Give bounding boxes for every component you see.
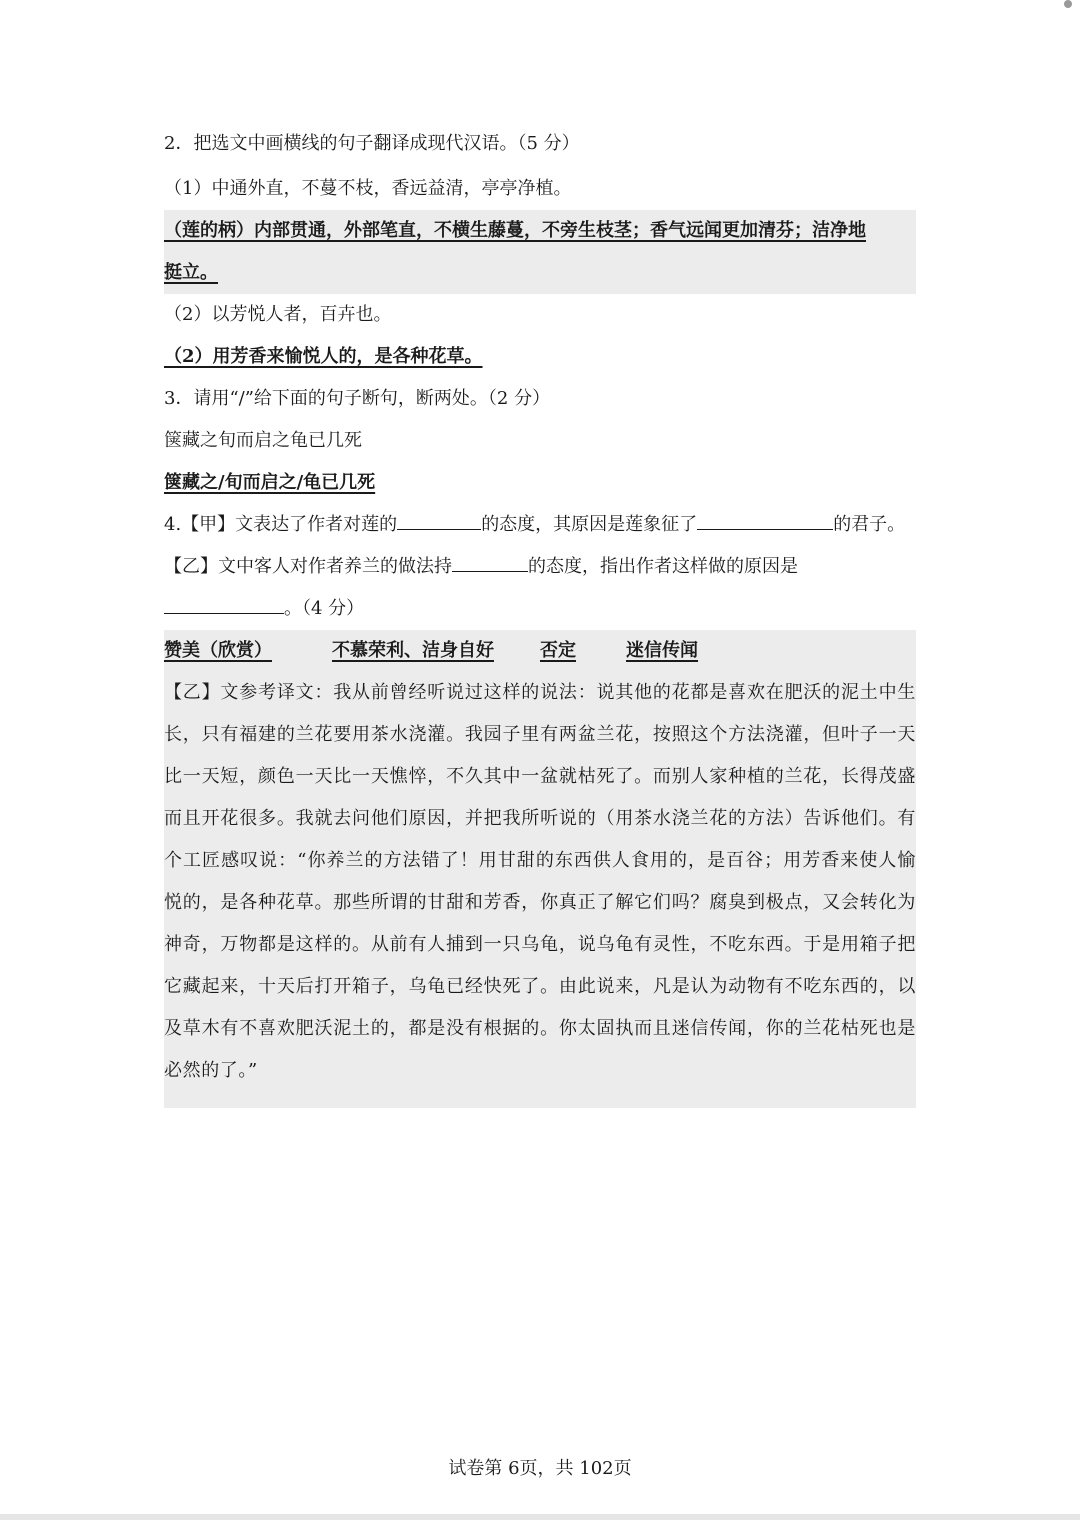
answer-3-line — [164, 462, 916, 504]
question-3-title: 3．请用“/”给下面的句子断句，断两处。（2 分） — [164, 388, 551, 409]
question-4-text-b: 的态度，其原因是莲象征了 — [481, 514, 698, 535]
question-4-text-a: 4.【甲】文表达了作者对莲的 — [164, 514, 398, 535]
answer-4-2: 不慕荣利、洁身自好 — [332, 640, 494, 661]
answer-4-block — [164, 630, 916, 1108]
question-3-sentence: 箧藏之旬而启之龟已几死 — [164, 430, 362, 451]
question-4-line-3 — [164, 588, 916, 630]
question-4-text-e: 的态度，指出作者这样做的原因是 — [528, 556, 798, 577]
answer-4-3: 否定 — [540, 640, 576, 661]
question-2-sub-2: （2）以芳悦人者，百卉也。 — [164, 304, 392, 325]
question-4-text-c: 的君子。 — [833, 514, 906, 535]
question-2-title: 2．把选文中画横线的句子翻译成现代汉语。（5 分） — [164, 133, 580, 154]
bottom-bar — [0, 1514, 1080, 1520]
question-4-score: 。（4 分） — [284, 598, 365, 619]
scroll-indicator[interactable] — [1064, 0, 1072, 8]
page-footer: 试卷第 6页，共 102页 — [448, 1458, 632, 1479]
exam-page-content — [164, 124, 916, 1108]
question-4-line-2 — [164, 546, 916, 588]
question-2-sub-1: （1）中通外直，不蔓不枝，香远益清，亭亭净植。 — [164, 178, 572, 199]
blank-2 — [697, 509, 833, 530]
answer-2-1-line-1: （莲的柄）内部贯通，外部笔直，不横生藤蔓，不旁生枝茎；香气远闻更加清芬；洁净地 — [164, 220, 866, 241]
answer-4-4: 迷信传闻 — [626, 640, 698, 661]
answer-4-1: 赞美（欣赏） — [164, 640, 272, 661]
answer-3: 箧藏之/旬而启之/龟已几死 — [164, 472, 376, 493]
translation-paragraph: 【乙】文参考译文：我从前曾经听说过这样的说法：说其他的花都是喜欢在肥沃的泥土中生长，只有福建的兰花要用茶水浇灌。我园子里有两盆兰花，按照这个方法浇灌，但叶子一天比一天短，颜色一天比一天憔悴，不久其中一盆就枯死了。而别人家种植的兰花，长得茂盛而且开花很多。我就去问他们原因，并把我所听说的（用茶水浇兰花的方法）告诉他们。有个工匠感叹说：“你养兰的方法错了！用甘甜的东西供人食用的，是百谷；用芳香来使人愉悦的，是各种花草。那些所谓的甘甜和芳香，你真正了解它们吗？腐臭到极点，又会转化为神奇，万物都是这样的。从前有人捕到一只乌龟，说乌龟有灵性，不吃东西。于是用箱子把它藏起来，十天后打开箱子，乌龟已经快死了。由此说来，凡是认为动物有不吃东西的，以及草木有不喜欢肥沃泥土的，都是没有根据的。你太固执而且迷信传闻，你的兰花枯死也是必然的了。” — [164, 682, 916, 1081]
answer-2-2-line — [164, 336, 916, 378]
answer-2-1-block — [164, 210, 916, 294]
question-4-line-1 — [164, 504, 916, 546]
answer-2-2: （2）用芳香来愉悦人的，是各种花草。 — [164, 346, 483, 367]
answer-4-line — [164, 630, 916, 672]
blank-4 — [164, 593, 284, 614]
blank-3 — [452, 551, 528, 572]
question-4-text-d: 【乙】文中客人对作者养兰的做法持 — [164, 556, 452, 577]
answer-2-1-line-2: 挺立。 — [164, 262, 218, 283]
blank-1 — [397, 509, 481, 530]
